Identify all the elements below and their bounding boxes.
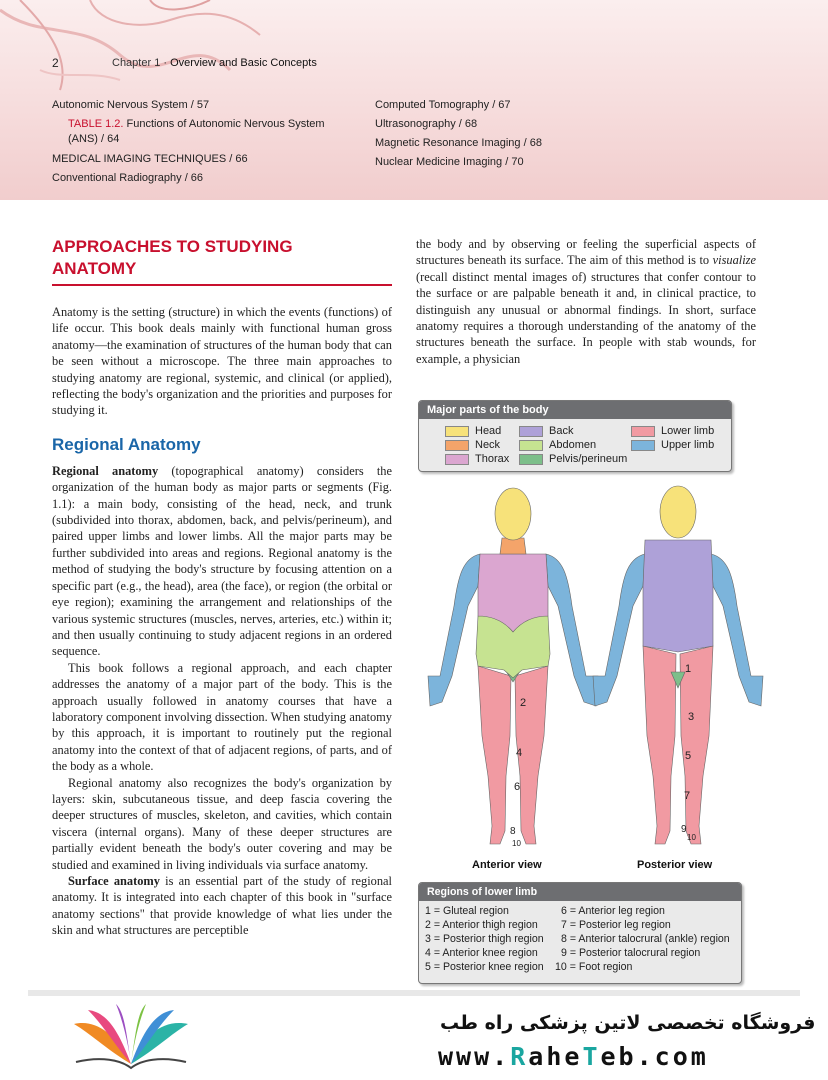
emphasis: visualize — [712, 253, 756, 268]
lower-limb-right[interactable] — [680, 646, 713, 844]
chapter-label: Chapter 1 — [112, 57, 161, 69]
store-url[interactable] — [438, 1042, 709, 1071]
swatch — [519, 426, 543, 437]
toc-entry[interactable]: Nuclear Medicine Imaging / 70 — [375, 156, 524, 168]
toc-entry[interactable]: MEDICAL IMAGING TECHNIQUES / 66 — [52, 153, 248, 165]
region-item: 8 = Anterior talocrural (ankle) region — [561, 933, 730, 945]
intro-paragraph: Anatomy is the setting (structure) in which the events (functions) of life occur. This book deals mainly with functional human gross anatomy—the examination of structures of the human body that can be seen without a microscope. The three main approaches to studying anatomy are regional, systemic, and clinical (or applied), reflecting the body's organization and the priorities and purposes for studying it. — [52, 305, 392, 418]
separator: · — [163, 57, 168, 69]
store-name-persian: فروشگاه تخصصی لاتین پزشکی راه طب — [440, 1012, 816, 1034]
legend-label: Back — [549, 425, 574, 437]
legend-item-back — [519, 425, 573, 437]
swatch — [519, 454, 543, 465]
regional-anatomy-heading: Regional Anatomy — [52, 434, 201, 454]
running-head — [112, 57, 317, 69]
lower-limb-left[interactable] — [643, 646, 676, 844]
url-part: R — [510, 1042, 529, 1071]
swatch — [445, 426, 469, 437]
posterior-figure — [593, 486, 763, 844]
anterior-figure — [428, 488, 598, 848]
toc-entry[interactable]: Conventional Radiography / 66 — [52, 172, 204, 184]
legend-item-head — [445, 425, 501, 437]
body-regions-figure — [408, 476, 798, 856]
heading-line-2: ANATOMY — [52, 259, 137, 278]
page-number: 2 — [52, 56, 59, 70]
swatch — [445, 454, 469, 465]
region-number: 9 — [681, 824, 687, 835]
paragraph-surface-anatomy — [52, 873, 392, 939]
url-part: .com — [636, 1042, 709, 1071]
legend-box — [418, 400, 732, 472]
section-heading — [52, 236, 392, 286]
region-number: 10 — [687, 833, 696, 842]
region-number: 4 — [516, 747, 523, 759]
region-number: 5 — [685, 750, 692, 762]
region-number: 7 — [684, 790, 691, 802]
book-logo-icon — [66, 1004, 196, 1074]
region-item: 9 = Posterior talocrural region — [561, 947, 701, 959]
region-item: 2 = Anterior thigh region — [425, 919, 538, 931]
region-number: 3 — [688, 711, 695, 723]
paragraph-text: the body and by observing or feeling the superficial aspects of structures beneath its surface. The aim of this method is to — [416, 237, 756, 268]
paragraph: Regional anatomy also recognizes the body's organization by layers: skin, subcutaneous tissue, and deep fascia covering the deeper structures of muscles, skeleton, and cavities, which contain viscera (internal organs). Many of these deeper structures are partially evident beneath the body's outer covering and may be studied and examined in living individuals via surface anatomy. — [52, 775, 392, 872]
toc-entry[interactable]: Ultrasonography / 68 — [375, 118, 478, 130]
paragraph-continued — [416, 236, 756, 367]
head[interactable] — [660, 486, 696, 538]
left-text-column — [52, 236, 392, 939]
url-part: T — [582, 1042, 601, 1071]
paragraph-text: is an essential part of the study of regional anatomy. It is integrated into each chapter of this book in "surface anatomy sections" that provide knowledge of what lies under the skin and what structures are perceptible — [52, 874, 392, 938]
paragraph-text: (recall distinct mental images of) structures that confer contour to the surface or are palpable beneath it and, in clinical practice, to distinguish any unusual or abnormal findings. In short, surface anatomy requires a thorough understanding of the anatomy of the structures beneath the surface. In people with stab wounds, for example, a physician — [416, 269, 756, 366]
legend-label: Abdomen — [549, 439, 597, 451]
upper-limb-left[interactable] — [593, 554, 645, 706]
swatch — [631, 426, 655, 437]
paragraph-regional-anatomy — [52, 463, 392, 660]
swatch — [445, 440, 469, 451]
region-number: 8 — [510, 826, 516, 837]
paragraph: This book follows a regional approach, and each chapter addresses the anatomy of a major part of the body. This is the approach usually followed in anatomy courses that have a laboratory component involving dissection. When studying anatomy by this approach, it is important to routinely put the regional anatomy into the context of that of adjacent regions, of parts, and of the body as a whole. — [52, 660, 392, 774]
run-in-term: Surface anatomy — [68, 874, 160, 888]
toc-entry[interactable]: Magnetic Resonance Imaging / 68 — [375, 137, 542, 149]
region-item: 10 = Foot region — [555, 961, 633, 973]
region-item: 1 = Gluteal region — [425, 905, 509, 917]
anterior-view-label: Anterior view — [472, 859, 542, 871]
table-text: Functions of Autonomic Nervous System (ANS) / 64 — [68, 118, 325, 145]
neck[interactable] — [500, 538, 526, 554]
upper-limb-left[interactable] — [428, 554, 480, 706]
url-part: www. — [438, 1042, 511, 1071]
legend-item-pelvis — [519, 453, 627, 465]
legend-label: Lower limb — [661, 425, 715, 437]
legend-item-upper-limb — [631, 439, 714, 451]
region-item: 3 = Posterior thigh region — [425, 933, 544, 945]
region-item: 5 = Posterior knee region — [425, 961, 544, 973]
chapter-title: Overview and Basic Concepts — [170, 57, 317, 69]
paragraph-text: (topographical anatomy) considers the organization of the human body as major parts or segments (Fig. 1.1): a main body, consisting of the head, neck, and trunk (subdivided into thorax, abdomen, back, and pelvis/perineum), and paired upper limbs and lower limbs. All the major parts may be further subdivided into areas and regions. Regional anatomy is the method of studying the body's structure by focusing attention on a specific part (e.g., the head), area (the face), or region (the orbital or eye region); examining the arrangement and relationships of the various systemic structures (muscles, nerves, arteries, etc.) within it; and then usually continuing to study adjacent regions in an ordered sequence. — [52, 463, 392, 659]
toc-entry[interactable]: Autonomic Nervous System / 57 — [52, 99, 210, 111]
url-part: eb — [600, 1042, 637, 1071]
legend-label: Pelvis/perineum — [549, 453, 628, 465]
toc-right-column — [375, 96, 675, 172]
footer-divider — [28, 990, 800, 996]
header-band — [0, 0, 828, 200]
region-item: 7 = Posterior leg region — [561, 919, 671, 931]
regions-box — [418, 882, 742, 984]
legend-label: Head — [475, 425, 502, 437]
url-part: ahe — [528, 1042, 583, 1071]
back[interactable] — [643, 540, 713, 652]
right-text-column — [416, 236, 756, 367]
legend-item-thorax — [445, 453, 509, 465]
legend-label: Thorax — [475, 453, 510, 465]
posterior-view-label: Posterior view — [637, 859, 713, 871]
lower-limb-left[interactable] — [478, 666, 511, 844]
run-in-term: Regional anatomy — [52, 463, 159, 478]
swatch — [631, 440, 655, 451]
region-number: 6 — [514, 781, 521, 793]
toc-table-entry[interactable] — [52, 117, 342, 147]
region-item: 6 = Anterior leg region — [561, 905, 665, 917]
region-number: 2 — [520, 697, 527, 709]
regions-title: Regions of lower limb — [419, 883, 741, 901]
legend-item-abdomen — [519, 439, 596, 451]
region-number: 1 — [685, 663, 692, 675]
legend-item-lower-limb — [631, 425, 714, 437]
swatch — [519, 440, 543, 451]
table-label: TABLE 1.2. — [68, 118, 124, 130]
toc-left-column — [52, 96, 342, 188]
head[interactable] — [495, 488, 531, 540]
legend-title: Major parts of the body — [419, 401, 731, 419]
toc-entry[interactable]: Computed Tomography / 67 — [375, 99, 511, 111]
region-item: 4 = Anterior knee region — [425, 947, 538, 959]
upper-limb-right[interactable] — [546, 554, 598, 706]
legend-label: Neck — [475, 439, 501, 451]
upper-limb-right[interactable] — [711, 554, 763, 706]
legend-label: Upper limb — [661, 439, 715, 451]
legend-item-neck — [445, 439, 500, 451]
heading-line-1: APPROACHES TO STUDYING — [52, 237, 293, 256]
region-number: 10 — [512, 839, 521, 848]
